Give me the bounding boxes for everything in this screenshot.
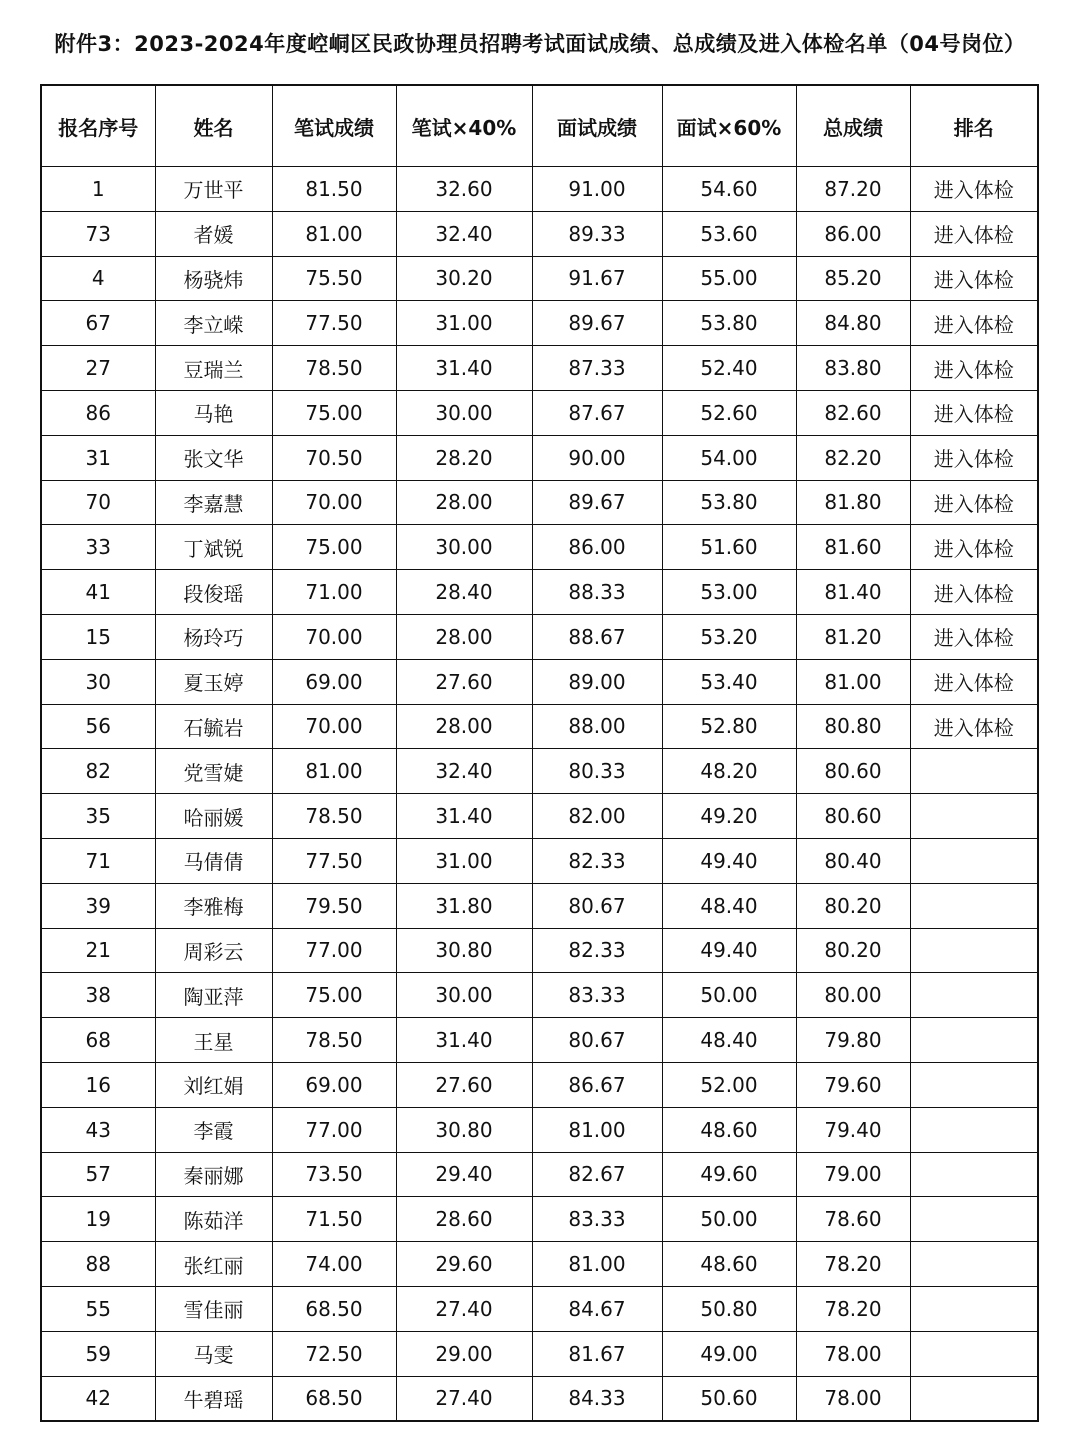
cell-interview-score: 86.00 (532, 525, 662, 570)
cell-written-score: 71.00 (272, 570, 396, 615)
cell-name: 陈茹洋 (155, 1197, 272, 1242)
cell-interview-score: 88.67 (532, 614, 662, 659)
cell-status (910, 1107, 1038, 1152)
cell-interview-weighted: 53.20 (662, 614, 796, 659)
cell-written-weighted: 27.40 (396, 1286, 532, 1331)
table-row (41, 390, 1038, 435)
cell-status: 进入体检 (910, 614, 1038, 659)
cell-written-weighted: 32.60 (396, 167, 532, 212)
cell-status: 进入体检 (910, 256, 1038, 301)
cell-interview-score: 86.67 (532, 1062, 662, 1107)
cell-status: 进入体检 (910, 435, 1038, 480)
cell-interview-weighted: 48.60 (662, 1242, 796, 1287)
cell-written-score: 73.50 (272, 1152, 396, 1197)
header-written-weighted: 笔试×40% (396, 85, 532, 167)
cell-status (910, 1062, 1038, 1107)
table-row (41, 838, 1038, 883)
cell-interview-score: 89.00 (532, 659, 662, 704)
cell-total-score: 78.20 (796, 1242, 910, 1287)
score-table (40, 84, 1039, 1422)
cell-name: 陶亚萍 (155, 973, 272, 1018)
cell-name: 牛碧瑶 (155, 1376, 272, 1421)
cell-total-score: 84.80 (796, 301, 910, 346)
cell-registration-number: 19 (41, 1197, 155, 1242)
cell-written-weighted: 29.00 (396, 1331, 532, 1376)
cell-status: 进入体检 (910, 211, 1038, 256)
table-row (41, 570, 1038, 615)
cell-registration-number: 42 (41, 1376, 155, 1421)
cell-total-score: 80.20 (796, 928, 910, 973)
cell-name: 杨玲巧 (155, 614, 272, 659)
cell-total-score: 78.60 (796, 1197, 910, 1242)
cell-name: 丁斌锐 (155, 525, 272, 570)
cell-written-weighted: 27.60 (396, 659, 532, 704)
cell-interview-weighted: 52.00 (662, 1062, 796, 1107)
cell-interview-score: 89.67 (532, 480, 662, 525)
cell-interview-weighted: 52.80 (662, 704, 796, 749)
cell-interview-weighted: 54.60 (662, 167, 796, 212)
table-row (41, 346, 1038, 391)
cell-registration-number: 4 (41, 256, 155, 301)
cell-name: 党雪婕 (155, 749, 272, 794)
cell-registration-number: 38 (41, 973, 155, 1018)
cell-interview-weighted: 49.20 (662, 794, 796, 839)
cell-interview-weighted: 49.40 (662, 928, 796, 973)
cell-written-score: 71.50 (272, 1197, 396, 1242)
cell-status (910, 973, 1038, 1018)
cell-interview-score: 84.33 (532, 1376, 662, 1421)
cell-written-weighted: 31.40 (396, 794, 532, 839)
cell-status: 进入体检 (910, 346, 1038, 391)
cell-name: 马雯 (155, 1331, 272, 1376)
table-row (41, 256, 1038, 301)
cell-interview-weighted: 53.80 (662, 301, 796, 346)
cell-interview-score: 91.00 (532, 167, 662, 212)
cell-written-weighted: 28.00 (396, 614, 532, 659)
cell-written-score: 70.00 (272, 614, 396, 659)
cell-name: 周彩云 (155, 928, 272, 973)
table-row (41, 1331, 1038, 1376)
cell-registration-number: 86 (41, 390, 155, 435)
cell-registration-number: 57 (41, 1152, 155, 1197)
cell-interview-score: 80.33 (532, 749, 662, 794)
cell-written-score: 77.50 (272, 301, 396, 346)
cell-registration-number: 16 (41, 1062, 155, 1107)
table-row (41, 167, 1038, 212)
cell-interview-score: 82.33 (532, 928, 662, 973)
cell-total-score: 81.40 (796, 570, 910, 615)
cell-registration-number: 71 (41, 838, 155, 883)
cell-total-score: 78.20 (796, 1286, 910, 1331)
cell-total-score: 81.60 (796, 525, 910, 570)
cell-name: 李霞 (155, 1107, 272, 1152)
cell-written-weighted: 30.80 (396, 928, 532, 973)
cell-interview-score: 83.33 (532, 1197, 662, 1242)
cell-total-score: 78.00 (796, 1376, 910, 1421)
cell-interview-weighted: 48.20 (662, 749, 796, 794)
cell-written-weighted: 32.40 (396, 749, 532, 794)
cell-total-score: 79.60 (796, 1062, 910, 1107)
cell-interview-score: 84.67 (532, 1286, 662, 1331)
cell-written-weighted: 30.20 (396, 256, 532, 301)
cell-interview-weighted: 49.40 (662, 838, 796, 883)
cell-written-score: 81.00 (272, 211, 396, 256)
cell-interview-score: 90.00 (532, 435, 662, 480)
table-row (41, 525, 1038, 570)
cell-interview-weighted: 48.60 (662, 1107, 796, 1152)
cell-name: 张红丽 (155, 1242, 272, 1287)
cell-total-score: 78.00 (796, 1331, 910, 1376)
table-row (41, 794, 1038, 839)
cell-name: 杨骁炜 (155, 256, 272, 301)
header-interview-weighted: 面试×60% (662, 85, 796, 167)
table-row (41, 1107, 1038, 1152)
cell-registration-number: 21 (41, 928, 155, 973)
cell-written-weighted: 29.40 (396, 1152, 532, 1197)
cell-registration-number: 35 (41, 794, 155, 839)
cell-status: 进入体检 (910, 480, 1038, 525)
cell-interview-weighted: 53.80 (662, 480, 796, 525)
cell-written-score: 77.00 (272, 1107, 396, 1152)
cell-written-weighted: 28.20 (396, 435, 532, 480)
cell-total-score: 82.60 (796, 390, 910, 435)
cell-written-weighted: 28.00 (396, 480, 532, 525)
cell-interview-score: 83.33 (532, 973, 662, 1018)
cell-interview-weighted: 53.60 (662, 211, 796, 256)
cell-written-score: 81.50 (272, 167, 396, 212)
cell-total-score: 81.80 (796, 480, 910, 525)
cell-name: 石毓岩 (155, 704, 272, 749)
cell-written-score: 69.00 (272, 1062, 396, 1107)
cell-interview-weighted: 50.80 (662, 1286, 796, 1331)
cell-registration-number: 55 (41, 1286, 155, 1331)
cell-registration-number: 43 (41, 1107, 155, 1152)
cell-interview-score: 81.00 (532, 1107, 662, 1152)
cell-name: 哈丽媛 (155, 794, 272, 839)
cell-total-score: 79.40 (796, 1107, 910, 1152)
cell-interview-weighted: 48.40 (662, 883, 796, 928)
cell-interview-score: 89.67 (532, 301, 662, 346)
cell-written-score: 70.50 (272, 435, 396, 480)
cell-status: 进入体检 (910, 570, 1038, 615)
table-row (41, 1286, 1038, 1331)
cell-written-weighted: 27.40 (396, 1376, 532, 1421)
cell-interview-score: 87.67 (532, 390, 662, 435)
cell-interview-weighted: 50.60 (662, 1376, 796, 1421)
header-interview-score: 面试成绩 (532, 85, 662, 167)
cell-written-weighted: 31.40 (396, 346, 532, 391)
cell-written-score: 79.50 (272, 883, 396, 928)
cell-total-score: 80.60 (796, 749, 910, 794)
header-registration-number: 报名序号 (41, 85, 155, 167)
cell-interview-score: 81.00 (532, 1242, 662, 1287)
cell-interview-weighted: 49.00 (662, 1331, 796, 1376)
cell-name: 王星 (155, 1018, 272, 1063)
cell-status: 进入体检 (910, 167, 1038, 212)
table-row (41, 659, 1038, 704)
cell-interview-weighted: 50.00 (662, 973, 796, 1018)
cell-interview-score: 91.67 (532, 256, 662, 301)
table-row (41, 1018, 1038, 1063)
cell-total-score: 80.00 (796, 973, 910, 1018)
table-row (41, 1152, 1038, 1197)
cell-interview-score: 82.33 (532, 838, 662, 883)
cell-status: 进入体检 (910, 704, 1038, 749)
cell-written-weighted: 27.60 (396, 1062, 532, 1107)
cell-name: 马艳 (155, 390, 272, 435)
cell-total-score: 82.20 (796, 435, 910, 480)
cell-interview-weighted: 54.00 (662, 435, 796, 480)
cell-total-score: 80.40 (796, 838, 910, 883)
cell-name: 刘红娟 (155, 1062, 272, 1107)
cell-total-score: 79.00 (796, 1152, 910, 1197)
cell-registration-number: 56 (41, 704, 155, 749)
cell-written-weighted: 30.00 (396, 390, 532, 435)
header-ranking: 排名 (910, 85, 1038, 167)
cell-registration-number: 27 (41, 346, 155, 391)
cell-status: 进入体检 (910, 659, 1038, 704)
cell-interview-weighted: 53.00 (662, 570, 796, 615)
table-row (41, 1062, 1038, 1107)
cell-status (910, 1376, 1038, 1421)
cell-interview-score: 81.67 (532, 1331, 662, 1376)
cell-interview-score: 80.67 (532, 883, 662, 928)
cell-written-score: 75.00 (272, 390, 396, 435)
cell-status (910, 1018, 1038, 1063)
table-row (41, 1376, 1038, 1421)
cell-status (910, 883, 1038, 928)
cell-written-score: 78.50 (272, 1018, 396, 1063)
cell-status (910, 1152, 1038, 1197)
cell-written-score: 70.00 (272, 480, 396, 525)
cell-name: 夏玉婷 (155, 659, 272, 704)
cell-total-score: 80.20 (796, 883, 910, 928)
cell-written-score: 70.00 (272, 704, 396, 749)
cell-status: 进入体检 (910, 301, 1038, 346)
cell-written-weighted: 29.60 (396, 1242, 532, 1287)
cell-written-weighted: 28.60 (396, 1197, 532, 1242)
table-row (41, 614, 1038, 659)
cell-interview-score: 87.33 (532, 346, 662, 391)
cell-name: 李立嵘 (155, 301, 272, 346)
cell-interview-weighted: 53.40 (662, 659, 796, 704)
cell-registration-number: 88 (41, 1242, 155, 1287)
document-title: 附件3：2023-2024年度崆峒区民政协理员招聘考试面试成绩、总成绩及进入体检名单（04号岗位） (54, 32, 1026, 56)
cell-status (910, 794, 1038, 839)
cell-registration-number: 70 (41, 480, 155, 525)
cell-total-score: 80.80 (796, 704, 910, 749)
cell-written-weighted: 31.00 (396, 838, 532, 883)
cell-name: 雪佳丽 (155, 1286, 272, 1331)
cell-interview-weighted: 51.60 (662, 525, 796, 570)
cell-registration-number: 1 (41, 167, 155, 212)
cell-registration-number: 41 (41, 570, 155, 615)
header-name: 姓名 (155, 85, 272, 167)
header-total-score: 总成绩 (796, 85, 910, 167)
cell-interview-score: 88.00 (532, 704, 662, 749)
cell-registration-number: 59 (41, 1331, 155, 1376)
table-row (41, 1197, 1038, 1242)
cell-total-score: 81.20 (796, 614, 910, 659)
cell-total-score: 83.80 (796, 346, 910, 391)
cell-total-score: 87.20 (796, 167, 910, 212)
cell-registration-number: 39 (41, 883, 155, 928)
cell-name: 李雅梅 (155, 883, 272, 928)
cell-written-score: 74.00 (272, 1242, 396, 1287)
table-row (41, 883, 1038, 928)
cell-registration-number: 73 (41, 211, 155, 256)
cell-interview-score: 80.67 (532, 1018, 662, 1063)
cell-written-score: 72.50 (272, 1331, 396, 1376)
cell-interview-weighted: 55.00 (662, 256, 796, 301)
cell-interview-weighted: 52.60 (662, 390, 796, 435)
cell-written-weighted: 30.00 (396, 525, 532, 570)
cell-written-score: 77.50 (272, 838, 396, 883)
cell-written-score: 68.50 (272, 1376, 396, 1421)
cell-interview-weighted: 48.40 (662, 1018, 796, 1063)
cell-written-score: 75.50 (272, 256, 396, 301)
table-row (41, 749, 1038, 794)
cell-registration-number: 15 (41, 614, 155, 659)
cell-registration-number: 68 (41, 1018, 155, 1063)
cell-written-weighted: 28.00 (396, 704, 532, 749)
cell-name: 段俊瑶 (155, 570, 272, 615)
cell-registration-number: 31 (41, 435, 155, 480)
table-row (41, 973, 1038, 1018)
cell-registration-number: 82 (41, 749, 155, 794)
cell-name: 秦丽娜 (155, 1152, 272, 1197)
table-body (41, 167, 1038, 1422)
table-row (41, 435, 1038, 480)
cell-written-score: 78.50 (272, 346, 396, 391)
cell-status (910, 1331, 1038, 1376)
cell-status (910, 749, 1038, 794)
table-row (41, 704, 1038, 749)
cell-status (910, 838, 1038, 883)
cell-total-score: 81.00 (796, 659, 910, 704)
cell-interview-weighted: 52.40 (662, 346, 796, 391)
cell-interview-weighted: 49.60 (662, 1152, 796, 1197)
cell-written-weighted: 31.00 (396, 301, 532, 346)
cell-written-score: 75.00 (272, 973, 396, 1018)
cell-registration-number: 30 (41, 659, 155, 704)
cell-written-weighted: 31.80 (396, 883, 532, 928)
cell-total-score: 85.20 (796, 256, 910, 301)
table-row (41, 928, 1038, 973)
cell-written-score: 69.00 (272, 659, 396, 704)
table-row (41, 1242, 1038, 1287)
cell-written-score: 68.50 (272, 1286, 396, 1331)
cell-status (910, 1242, 1038, 1287)
cell-written-weighted: 30.00 (396, 973, 532, 1018)
cell-status (910, 928, 1038, 973)
cell-written-weighted: 32.40 (396, 211, 532, 256)
cell-name: 马倩倩 (155, 838, 272, 883)
cell-name: 者媛 (155, 211, 272, 256)
cell-status: 进入体检 (910, 390, 1038, 435)
cell-interview-score: 88.33 (532, 570, 662, 615)
cell-name: 万世平 (155, 167, 272, 212)
cell-interview-weighted: 50.00 (662, 1197, 796, 1242)
cell-status (910, 1286, 1038, 1331)
table-row (41, 301, 1038, 346)
cell-status: 进入体检 (910, 525, 1038, 570)
cell-written-weighted: 31.40 (396, 1018, 532, 1063)
cell-interview-score: 89.33 (532, 211, 662, 256)
cell-registration-number: 33 (41, 525, 155, 570)
cell-written-score: 77.00 (272, 928, 396, 973)
table-row (41, 480, 1038, 525)
cell-total-score: 80.60 (796, 794, 910, 839)
cell-name: 豆瑞兰 (155, 346, 272, 391)
table-row (41, 211, 1038, 256)
cell-total-score: 86.00 (796, 211, 910, 256)
header-written-score: 笔试成绩 (272, 85, 396, 167)
cell-interview-score: 82.00 (532, 794, 662, 839)
table-header-row (41, 85, 1038, 167)
cell-written-score: 75.00 (272, 525, 396, 570)
cell-name: 张文华 (155, 435, 272, 480)
cell-registration-number: 67 (41, 301, 155, 346)
cell-total-score: 79.80 (796, 1018, 910, 1063)
cell-name: 李嘉慧 (155, 480, 272, 525)
cell-written-weighted: 28.40 (396, 570, 532, 615)
cell-written-score: 81.00 (272, 749, 396, 794)
cell-written-score: 78.50 (272, 794, 396, 839)
cell-written-weighted: 30.80 (396, 1107, 532, 1152)
cell-interview-score: 82.67 (532, 1152, 662, 1197)
cell-status (910, 1197, 1038, 1242)
